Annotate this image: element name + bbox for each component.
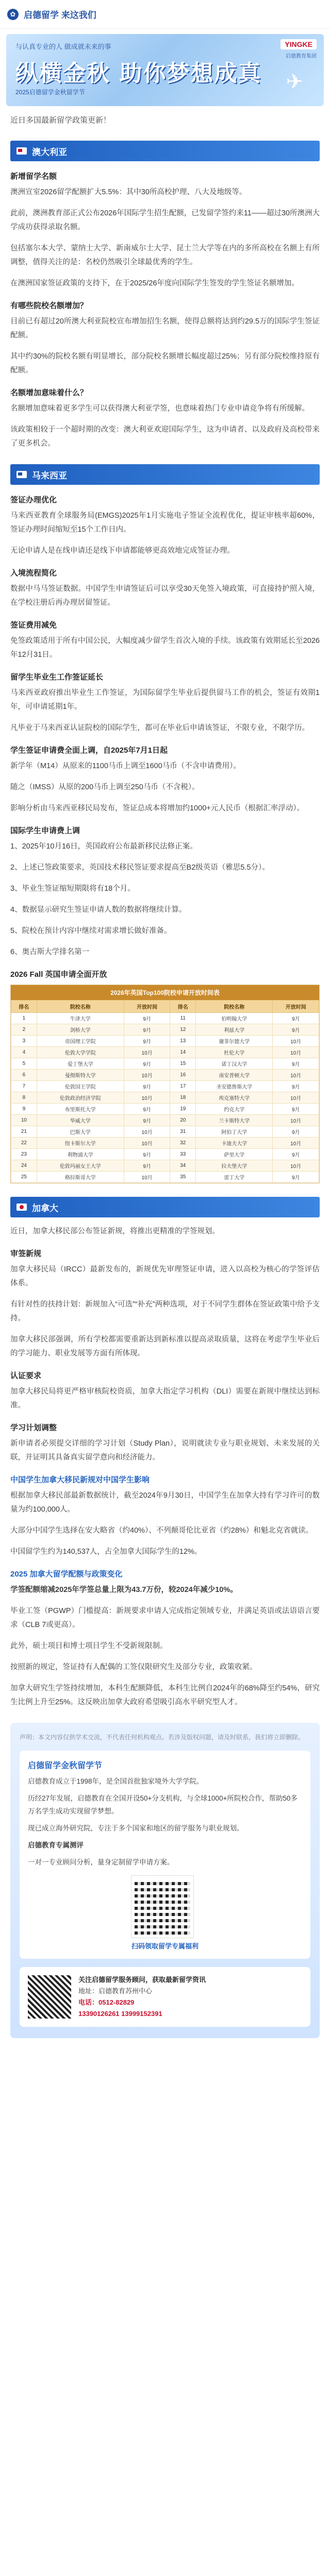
brand-logo: YINGKE [280,39,317,49]
column-header: 排名 [11,1001,37,1013]
table-row [11,1092,319,1104]
table-cell: 21 [11,1126,37,1138]
list-item: 2、上述已签政策要求，英国技术移民签证要求提高至B2级英语（雅思5.5分）。 [10,863,270,872]
table-row [11,1104,319,1115]
list-item: 6、奥古斯大学排名第一 [10,948,90,956]
table-cell: 卡迪夫大学 [196,1138,273,1149]
table-cell: 25 [11,1172,37,1183]
table-cell: 谢菲尔德大学 [196,1036,273,1047]
subheading: 签证费用减免 [10,621,57,630]
paragraph: 学签配额缩减2025年学签总量上限为43.7万份，较2024年减少10%。 [10,1586,238,1594]
blue-subheading: 2025 加拿大留学配额与政策变化 [10,1570,123,1579]
table-cell: 9月 [124,1058,170,1070]
promo-card [20,1751,310,1959]
table-cell: 9月 [124,1036,170,1047]
contact-qr-code[interactable] [28,1975,71,2019]
subheading: 留学生毕业生工作签证延长 [10,673,104,682]
list-item: 4、数据显示研究生签证申请人数的数据将继续计算。 [10,906,187,914]
table-cell: 伯明翰大学 [196,1013,273,1024]
table-cell: 10月 [124,1138,170,1149]
table-cell: 10月 [273,1160,319,1172]
section-header-malaysia [10,464,320,485]
paragraph: 数据中马马签证数据。中国学生申请签证后可以享受30天免签入境政策，可直接持护照入境，在学校注册后再办理居留签证。 [10,585,320,607]
table-cell: 3 [11,1036,37,1047]
promo-paragraph: 现已成立海外研究院，专注于多个国家和地区的留学服务与职业规划。 [28,1824,244,1832]
table-cell: 帝国理工学院 [37,1036,124,1047]
banner-headline: 纵横金秋 助你梦想成真 [15,60,262,87]
promo-highlight: 启德教育专属测评 [28,1841,84,1849]
table-cell: 24 [11,1160,37,1172]
subheading: 审签新规 [10,1249,42,1258]
qr-row [28,1876,302,1951]
table-cell: 9月 [124,1149,170,1160]
table-cell: 35 [170,1172,196,1183]
table-cell: 11 [170,1013,196,1024]
table-cell: 8 [11,1092,37,1104]
paragraph: 马来西亚政府推出毕业生工作签证，为国际留学生毕业后提供留马工作的机会，签证有效期1年，可申请延期1年。 [10,689,320,711]
table-cell: 9月 [273,1104,319,1115]
banner-tagline: 与认真专业的人 做成就未来的事 [15,43,111,50]
canada-flag-icon [16,1204,27,1211]
paragraph: 近日，加拿大移民部公布签证新规，将推出更精准的学签规划。 [10,1227,220,1235]
table-cell: 巴斯大学 [37,1126,124,1138]
section-title: 加拿大 [32,1203,58,1213]
paragraph: 其中约30%的院校名额有明显增长，部分院校名额增长幅度超过25%；另有部分院校维持原有配额。 [10,352,320,375]
table-row [11,1036,319,1047]
table-cell: 10月 [273,1138,319,1149]
table-cell: 利兹大学 [196,1024,273,1036]
table-cell: 9月 [273,1024,319,1036]
table-cell: 阿伯丁大学 [196,1126,273,1138]
column-header: 院校名称 [196,1001,273,1013]
table-cell: 10月 [124,1172,170,1183]
table-header-row [11,1001,319,1013]
table-cell: 19 [170,1104,196,1115]
subheading: 入境流程简化 [10,569,57,578]
table-cell: 33 [170,1149,196,1160]
table-row [11,1058,319,1070]
paragraph: 加拿大研究生学签持续增加，本科生配额降低，本科生比例自2024年的68%降至约54%，研究生比例上升至25%。这反映出加拿大政府希望吸引高水平研究型人才。 [10,1684,320,1706]
australia-flag-icon [16,147,27,155]
table-cell: 7 [11,1081,37,1092]
table-cell: 圣安德鲁斯大学 [196,1081,273,1092]
paragraph: 凡毕业于马来西亚认证院校的国际学生，都可在毕业后申请该签证，不限专业，不限学历。 [10,724,309,732]
paragraph: 加拿大移民部强调，所有学校都需要重新达到新标准以提高录取质量，这将在考虑学生毕业后的学习能力、职业发展等方面有所体现。 [10,1335,320,1358]
table-row [11,1115,319,1126]
table-cell: 2 [11,1024,37,1036]
table-cell: 34 [170,1160,196,1172]
promo-title: 启德留学金秋留学节 [28,1761,103,1770]
table-cell: 17 [170,1081,196,1092]
paragraph: 大部分中国学生选择在安大略省（约40%）、不列颠哥伦比亚省（约28%）和魁北克省就读。 [10,1527,314,1535]
table-cell: 伦敦政治经济学院 [37,1092,124,1104]
column-header: 开放时间 [273,1001,319,1013]
table-row [11,1024,319,1036]
table-row [11,1160,319,1172]
promo-paragraph: 启德教育成立于1998年，是全国首批独家境外大学学院。 [28,1777,204,1785]
table-cell: 9月 [273,1149,319,1160]
table-cell: 15 [170,1058,196,1070]
table-cell: 伦敦国王学院 [37,1081,124,1092]
paragraph: 澳洲宣室2026留学配额扩大5.5%：其中30所高校护理、八大及地级等。 [10,188,247,196]
table-cell: 布里斯托大学 [37,1104,124,1115]
subheading: 认证要求 [10,1371,42,1380]
table-cell: 10月 [273,1115,319,1126]
airplane-icon: ✈ [286,71,303,93]
paragraph: 在澳洲国家签证政策的支持下，在于2025/26年度向国际学生签发的学生签证名额增加。 [10,279,299,287]
paragraph: 按照新的规定，签证持有人配偶的工签仅限研究生及部分专业，政策收紧。 [10,1663,257,1671]
table-cell: 6 [11,1070,37,1081]
table-cell: 9月 [273,1013,319,1024]
paragraph: 加拿大移民局（IRCC）最新发布的，新规优先审理签证申请，进入以高校为核心的学签评估体系。 [10,1265,320,1287]
paragraph: 有针对性的扶持计划：新规加入“可选”“补充”两种选项，对于不同学生群体在签证政策中给予支持。 [10,1300,320,1323]
table-cell: 10月 [273,1047,319,1058]
table-cell: 10月 [124,1047,170,1058]
uk-ranking-table [11,985,319,1183]
section-header-australia [10,141,320,161]
table-cell: 16 [170,1070,196,1081]
table-cell: 23 [11,1149,37,1160]
paragraph: 根据加拿大移民部最新数据统计，截至2024年9月30日，中国学生在加拿大持有学习许可的数量为约100,000人。 [10,1492,320,1514]
table-cell: 9月 [273,1172,319,1183]
table-cell: 9月 [124,1013,170,1024]
contact-info [78,1974,206,2020]
list-item: 1、2025年10月16日，英国政府公布最新移民法修正案。 [10,842,197,851]
contact-address: 地址：启德教育苏州中心 [78,1987,153,1995]
paragraph: 中国留学生约为140,537人，占全加拿大国际学生的12%。 [10,1548,202,1556]
table-cell: 10 [11,1115,37,1126]
table-cell: 南安普顿大学 [196,1070,273,1081]
paragraph: 无论申请人是在线申请还是线下申请都能够更高效地完成签证办理。 [10,547,235,555]
paragraph: 新申请者必须提交详细的学习计划（Study Plan），说明就读专业与职业规划、未来发展的关联，并证明其具备真实留学意向和经济能力。 [10,1439,320,1462]
table-cell: 10月 [124,1070,170,1081]
subheading: 学生签证申请费全面上调，自2025年7月1日起 [10,746,168,755]
table-cell: 9月 [273,1081,319,1092]
table-cell: 格拉斯哥大学 [37,1172,124,1183]
paragraph: 新学年（M14）从原来的1100马币上调至1600马币（不含申请费用）。 [10,762,241,770]
contact-title: 关注启德留学服务顾问，获取最新留学资讯 [78,1976,206,1984]
table-cell: 20 [170,1115,196,1126]
table-cell: 9月 [124,1115,170,1126]
subheading: 国际学生申请费上调 [10,826,80,835]
footer-space [10,2038,320,2059]
top-bar [0,0,330,29]
table-cell: 31 [170,1126,196,1138]
table-cell: 10月 [273,1036,319,1047]
table-row [11,1138,319,1149]
table-cell: 10月 [124,1092,170,1104]
uk-ranking-table-image[interactable] [10,985,320,1183]
table-cell: 兰卡斯特大学 [196,1115,273,1126]
qr-block [131,1876,199,1951]
table-cell: 萨里大学 [196,1149,273,1160]
table-cell: 埃克塞特大学 [196,1092,273,1104]
table-cell: 12 [170,1024,196,1036]
section-header-canada [10,1197,320,1217]
table-cell: 雷丁大学 [196,1172,273,1183]
table-cell: 1 [11,1013,37,1024]
table-caption: 2026年英国Top100院校申请开放时间表 [11,985,319,1000]
table-cell: 纽卡斯尔大学 [37,1138,124,1149]
column-header: 院校名称 [37,1001,124,1013]
hero-banner[interactable] [6,34,324,106]
table-cell: 拉夫堡大学 [196,1160,273,1172]
table-cell: 32 [170,1138,196,1149]
table-cell: 9月 [273,1058,319,1070]
table-cell: 9月 [273,1126,319,1138]
table-row [11,1047,319,1058]
promo-paragraph: 一对一专业顾问分析，量身定制留学申请方案。 [28,1858,174,1866]
table-cell: 伦敦大学学院 [37,1047,124,1058]
qr-code[interactable] [131,1876,193,1938]
table-row [11,1172,319,1183]
table-cell: 利物浦大学 [37,1149,124,1160]
table-cell: 曼彻斯特大学 [37,1070,124,1081]
table-cell: 22 [11,1138,37,1149]
table-cell: 5 [11,1058,37,1070]
table-cell: 牛津大学 [37,1013,124,1024]
paragraph: 该政策相较于一个超时期的改变：澳大利亚欢迎国际学生，这为申请者、以及政府及高校带来了更多机会。 [10,426,320,448]
table-cell: 13 [170,1036,196,1047]
paragraph: 影响分析由马来西亚移民局发布，签证总成本将增加约1000+元人民币（根据汇率浮动）。 [10,804,304,812]
subheading: 有哪些院校名额增加？ [10,301,88,310]
paragraph: 免签政策适用于所有中国公民，大幅度减少留学生首次入境的手续。该政策有效期延长至2026年12月31日。 [10,637,320,659]
intro-text: 近日多国最新留学政策更新！ [10,116,111,125]
list-item: 5、院校在预计内容中继续对需求增长做好准备。 [10,927,172,935]
table-cell: 约克大学 [196,1104,273,1115]
article-body [0,141,330,2059]
promo-block [10,1723,320,2038]
table-cell: 剑桥大学 [37,1024,124,1036]
section-lead: 新增留学名额 [10,172,57,181]
table-cell: 华威大学 [37,1115,124,1126]
table-cell: 杜伦大学 [196,1047,273,1058]
blue-subheading: 中国学生加拿大移民新规对中国学生影响 [10,1476,150,1484]
table-cell: 10月 [124,1126,170,1138]
paragraph: 目前已有超过20所澳大利亚院校宣布增加招生名额，使得总额将达到约29.5万的国际学生签证配额。 [10,317,320,340]
list-item: 3、毕业生签证缩短期限将有18个月。 [10,885,135,893]
table-row [11,1070,319,1081]
table-row [11,1081,319,1092]
table-row [11,1013,319,1024]
subheading: 2026 Fall 英国申请全面开放 [10,970,107,979]
table-cell: 9月 [124,1024,170,1036]
table-cell: 18 [170,1092,196,1104]
table-row [11,1149,319,1160]
column-header: 开放时间 [124,1001,170,1013]
subheading: 学习计划调整 [10,1423,57,1432]
paragraph: 此外，硕士项目和博士项目学生不受新规限制。 [10,1642,168,1650]
table-cell: 伦敦玛丽女王大学 [37,1160,124,1172]
contact-phone[interactable]: 电话：0512-82829 [78,1998,135,2006]
account-logo-icon[interactable]: ✿ [7,9,19,20]
subheading: 名额增加意味着什么？ [10,388,88,397]
brand-subtitle: 启德教育集团 [286,54,317,59]
column-header: 排名 [170,1001,196,1013]
paragraph: 包括塞尔本大学、蒙纳士大学、新南威尔士大学、昆士兰大学等在内的多所高校在名额上有所调整，值得关注的是：名校仍然吸引全球最优秀的学生。 [10,244,320,266]
table-cell: 9月 [124,1160,170,1172]
paragraph: 马来西亚教育全球服务局(EMGS)2025年1月实施电子签证全流程优化，提证审核率超60%，签证办理时间缩短至15个工作日内。 [10,512,320,534]
table-cell: 诺丁汉大学 [196,1058,273,1070]
table-cell: 10月 [273,1092,319,1104]
table-row [11,1126,319,1138]
qr-caption: 扫码领取留学专属福利 [131,1942,199,1950]
paragraph: 毕业工签（PGWP）门槛提高：新规要求申请人完成指定领域专业，并满足英语或法语语言要求（CLB 7或更高）。 [10,1607,320,1629]
promo-paragraph: 历经27年发展，启德教育在全国开设50+分支机构，与全球1000+所院校合作，帮助50多万名学生成功实现留学梦想。 [28,1794,298,1815]
account-title[interactable]: 启德留学 来这我们 [24,10,96,20]
disclaimer-text: 声明：本文内容仅供学术交流，不代表任何机构观点。若涉及版权问题，请及时联系，我们将立即删除。 [20,1734,305,1741]
paragraph: 名额增加意味着更多学生可以获得澳大利亚学签，也意味着热门专业申请竞争将有所缓解。 [10,404,309,413]
table-cell: 爱丁堡大学 [37,1058,124,1070]
table-cell: 10月 [273,1070,319,1081]
malaysia-flag-icon [16,471,27,478]
paragraph: 随之（IMSS）从原的200马币上调至250马币（不含税）。 [10,783,200,791]
table-cell: 9月 [124,1104,170,1115]
contact-phone[interactable]: 13390126261 13999152391 [78,2010,162,2018]
paragraph: 加拿大移民局将更严格审核院校资质，加拿大指定学习机构（DLI）需要在新规中继续达到标准。 [10,1387,320,1410]
table-cell: 9月 [124,1081,170,1092]
section-lead: 签证办理优化 [10,496,57,504]
table-cell: 14 [170,1047,196,1058]
table-cell: 4 [11,1047,37,1058]
banner-subtitle: 2025启德留学金秋留学节 [15,89,85,96]
section-title: 马来西亚 [32,470,67,481]
paragraph: 此前，澳洲教育部正式公布2026年国际学生招生配额，已发留学签约来11——超过30所澳洲大学成功获得录取名额。 [10,209,320,231]
table-cell: 9 [11,1104,37,1115]
section-title: 澳大利亚 [32,147,67,157]
contact-card [20,1967,310,2027]
